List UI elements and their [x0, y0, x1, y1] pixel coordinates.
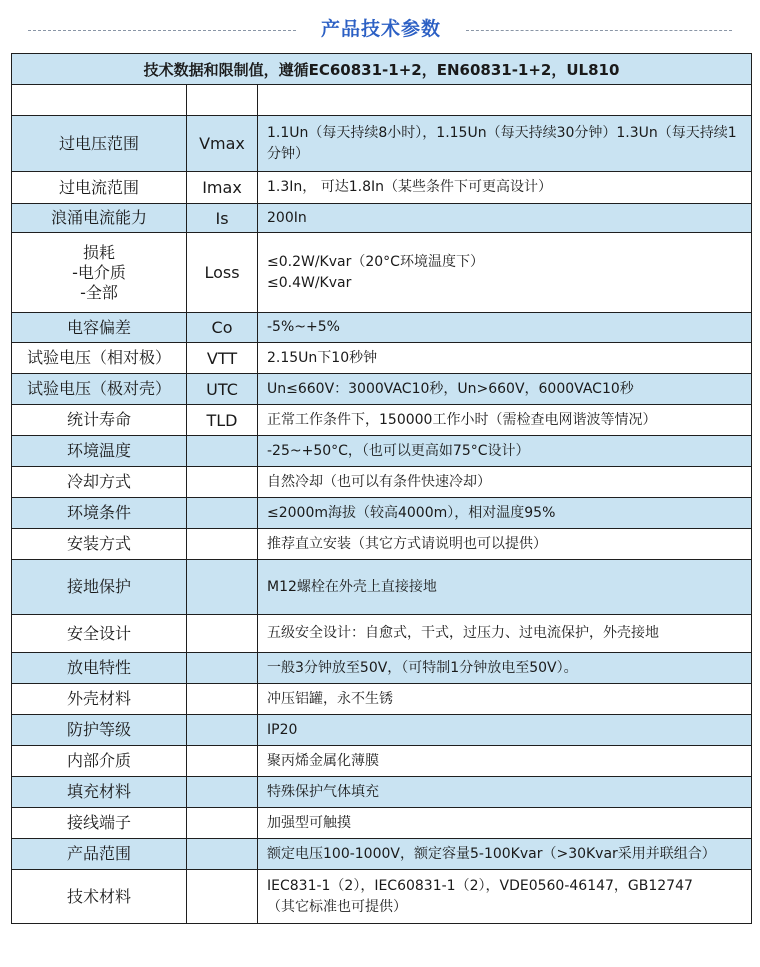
spec-table — [11, 53, 752, 924]
table-row — [12, 615, 752, 653]
param-value: ≤2000m海拔（较高4000m），相对温度95% — [258, 498, 752, 529]
table-heading-row — [12, 54, 752, 85]
param-name: 安全设计 — [12, 615, 187, 653]
param-value: IP20 — [258, 715, 752, 746]
param-name: 放电特性 — [12, 653, 187, 684]
table-row — [12, 116, 752, 172]
param-value: M12螺栓在外壳上直接接地 — [258, 560, 752, 615]
param-symbol: UTC — [187, 374, 258, 405]
param-value: 特殊保护气体填充 — [258, 777, 752, 808]
param-name — [12, 85, 187, 116]
table-row — [12, 436, 752, 467]
param-value: 自然冷却（也可以有条件快速冷却） — [258, 467, 752, 498]
param-name: 内部介质 — [12, 746, 187, 777]
table-row — [12, 529, 752, 560]
param-name: 外壳材料 — [12, 684, 187, 715]
param-value: Un≤660V：3000VAC10秒，Un>660V，6000VAC10秒 — [258, 374, 752, 405]
param-name: 安装方式 — [12, 529, 187, 560]
table-row — [12, 467, 752, 498]
param-value — [258, 870, 752, 924]
table-row — [12, 560, 752, 615]
param-value-line: IEC831-1（2），IEC60831-1（2），VDE0560-46147，GB12747 — [267, 877, 693, 894]
param-value: 聚丙烯金属化薄膜 — [258, 746, 752, 777]
param-symbol: Imax — [187, 172, 258, 204]
table-row — [12, 85, 752, 116]
table-row — [12, 808, 752, 839]
table-row — [12, 715, 752, 746]
param-symbol: Co — [187, 313, 258, 343]
param-symbol: Is — [187, 204, 258, 233]
section-header — [0, 0, 760, 48]
param-symbol — [187, 653, 258, 684]
param-symbol — [187, 777, 258, 808]
param-value: 额定电压100-1000V，额定容量5-100Kvar（>30Kvar采用并联组合） — [258, 839, 752, 870]
table-row — [12, 498, 752, 529]
table-row — [12, 777, 752, 808]
param-name-line: -全部 — [80, 282, 118, 302]
param-name: 接地保护 — [12, 560, 187, 615]
param-symbol: VTT — [187, 343, 258, 374]
param-name: 浪涌电流能力 — [12, 204, 187, 233]
param-symbol — [187, 839, 258, 870]
table-row — [12, 839, 752, 870]
param-name: 产品范围 — [12, 839, 187, 870]
param-name-line: 损耗 — [82, 242, 115, 262]
param-symbol — [187, 715, 258, 746]
param-name: 过电压范围 — [12, 116, 187, 172]
page-title: 产品技术参数 — [320, 18, 441, 40]
param-name: 技术材料 — [12, 870, 187, 924]
param-value-line: ≤0.2W/Kvar（20°C环境温度下） — [267, 253, 484, 270]
header-divider-right — [466, 30, 732, 31]
param-value — [258, 85, 752, 116]
param-symbol — [187, 498, 258, 529]
table-row — [12, 746, 752, 777]
param-name — [12, 233, 187, 313]
param-value: 正常工作条件下，150000工作小时（需检查电网谐波等情况） — [258, 405, 752, 436]
param-value: 推荐直立安装（其它方式请说明也可以提供） — [258, 529, 752, 560]
param-symbol — [187, 808, 258, 839]
param-value: 一般3分钟放至50V，（可特制1分钟放电至50V）。 — [258, 653, 752, 684]
param-value: 200In — [258, 204, 752, 233]
param-symbol — [187, 529, 258, 560]
param-symbol: Vmax — [187, 116, 258, 172]
table-row — [12, 313, 752, 343]
param-symbol: TLD — [187, 405, 258, 436]
param-name: 填充材料 — [12, 777, 187, 808]
param-value: -25~+50°C，（也可以更高如75°C设计） — [258, 436, 752, 467]
param-name: 试验电压（相对极） — [12, 343, 187, 374]
table-row — [12, 870, 752, 924]
param-value: -5%~+5% — [258, 313, 752, 343]
param-symbol — [187, 870, 258, 924]
table-row — [12, 653, 752, 684]
param-value-line: ≤0.4W/Kvar — [267, 274, 352, 291]
param-name: 试验电压（极对壳） — [12, 374, 187, 405]
param-name: 环境温度 — [12, 436, 187, 467]
param-name: 统计寿命 — [12, 405, 187, 436]
table-row — [12, 684, 752, 715]
header-divider-left — [28, 30, 296, 31]
param-name-line: -电介质 — [72, 262, 126, 282]
param-symbol — [187, 467, 258, 498]
table-heading: 技术数据和限制值，遵循EC60831-1+2，EN60831-1+2，UL810 — [12, 54, 752, 85]
table-row — [12, 374, 752, 405]
param-value-line: （其它标准也可提供） — [267, 898, 407, 915]
param-symbol — [187, 560, 258, 615]
param-value: 五级安全设计：自愈式，干式，过压力、过电流保护，外壳接地 — [258, 615, 752, 653]
param-symbol — [187, 615, 258, 653]
param-symbol — [187, 436, 258, 467]
param-value — [258, 233, 752, 313]
table-row — [12, 204, 752, 233]
param-value: 2.15Un下10秒钟 — [258, 343, 752, 374]
param-name: 防护等级 — [12, 715, 187, 746]
param-value: 加强型可触摸 — [258, 808, 752, 839]
param-symbol — [187, 684, 258, 715]
param-name: 电容偏差 — [12, 313, 187, 343]
param-symbol — [187, 85, 258, 116]
param-name: 冷却方式 — [12, 467, 187, 498]
param-value: 1.3In， 可达1.8In（某些条件下可更高设计） — [258, 172, 752, 204]
param-value: 冲压铝罐，永不生锈 — [258, 684, 752, 715]
param-name: 过电流范围 — [12, 172, 187, 204]
table-row — [12, 405, 752, 436]
param-symbol: Loss — [187, 233, 258, 313]
param-name: 环境条件 — [12, 498, 187, 529]
table-row — [12, 233, 752, 313]
table-row — [12, 172, 752, 204]
param-symbol — [187, 746, 258, 777]
param-name: 接线端子 — [12, 808, 187, 839]
param-value: 1.1Un（每天持续8小时），1.15Un（每天持续30分钟）1.3Un（每天持续1分钟） — [258, 116, 752, 172]
table-row — [12, 343, 752, 374]
